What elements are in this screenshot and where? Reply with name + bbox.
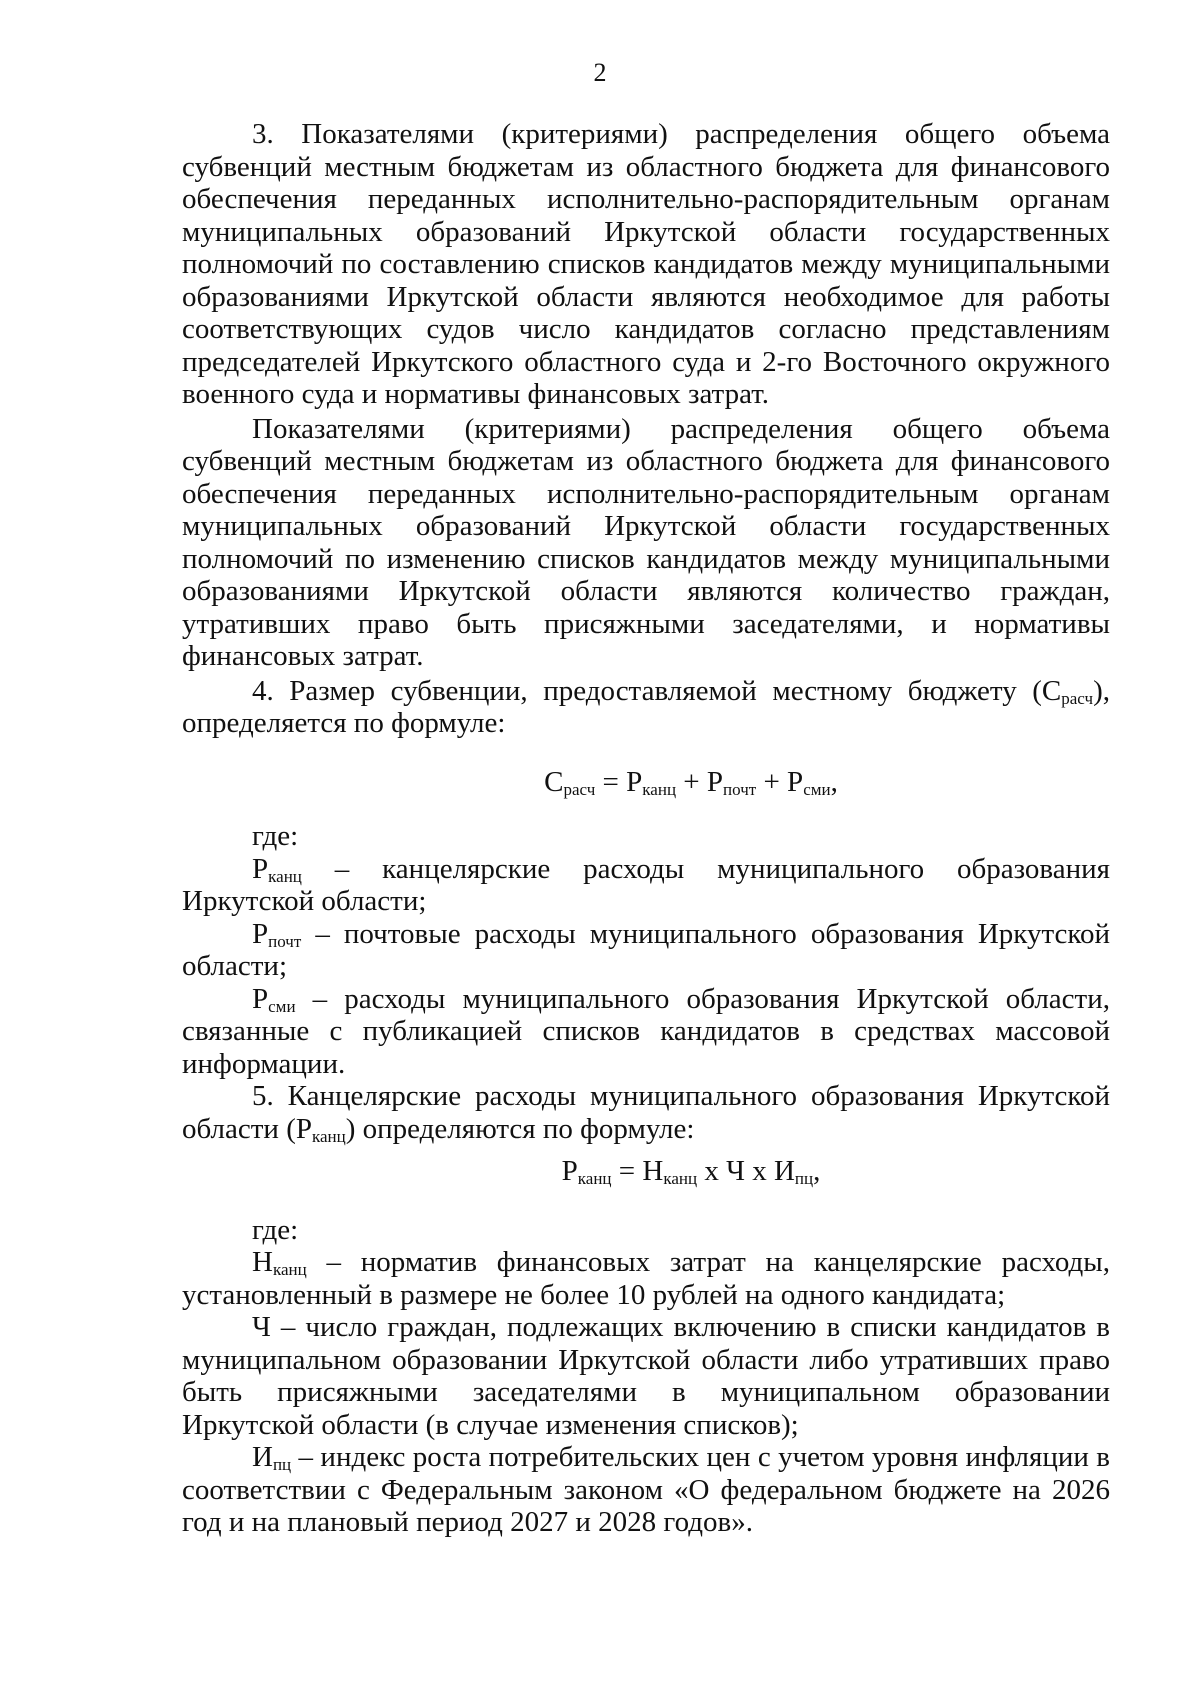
definition-subscript: канц (268, 866, 302, 886)
p4-subscript: расч (1061, 688, 1094, 708)
formula-office-expenses (182, 1155, 1110, 1188)
definition-media-expenses (182, 983, 1110, 1081)
formula-subscript: сми (803, 779, 831, 799)
definition-symbol: P (252, 982, 269, 1015)
definition-text: – норматив финансовых затрат на канцелярские расходы, установленный в размере не более 10 рублей на одного кандидата; (182, 1246, 1110, 1311)
document-body (182, 118, 1110, 1539)
formula-subscript: почт (723, 779, 757, 799)
where-label: где: (252, 820, 299, 852)
formula-symbol: C (544, 765, 564, 798)
formula-operator: = (611, 1155, 643, 1187)
where-label: где: (252, 1213, 299, 1246)
formula-symbol: P (561, 1155, 578, 1187)
formula-operator: х Ч х (697, 1155, 774, 1187)
definition-text: – расходы муниципального образования Иркутской области, связанные с публикацией списков кандидатов в средствах массовой информации. (182, 982, 1110, 1080)
definition-text: – индекс роста потребительских цен с учетом уровня инфляции в соответствии с Федеральным законом «О федеральном бюджете на 2026 год и на плановый период 2027 и 2028 годов». (182, 1441, 1110, 1538)
definition-text: – почтовые расходы муниципального образования Иркутской области; (182, 917, 1110, 982)
formula-operator: + (756, 765, 788, 798)
definition-symbol: P (252, 852, 269, 885)
definition-subscript: пц (272, 1455, 292, 1474)
formula-symbol: P (706, 765, 724, 798)
definition-price-index (182, 1441, 1110, 1539)
paragraph-3-criteria-change: Показателями (критериями) распределения общего объема субвенций местным бюджетам из областного бюджета для финансового обеспечения переданных исполнительно-распорядительным органам муниципальных образований Иркутской области государственных полномочий по изменению списков кандидатов между муниципальными образованиями Иркутской области являются количество граждан, утративших право быть присяжными заседателями, и нормативы финансовых затрат. (182, 412, 1110, 672)
formula-symbol: И (773, 1155, 795, 1187)
paragraph-3-criteria-composition: 3. Показателями (критериями) распределения общего объема субвенций местным бюджетам из областного бюджета для финансового обеспечения переданных исполнительно-распорядительным органам муниципальных образований Иркутской области государственных полномочий по составлению списков кандидатов между муниципальными образованиями Иркутской области являются необходимое для работы соответствующих судов число кандидатов согласно представлениям председателей Иркутского областного суда и 2-го Восточного окружного военного суда и нормативы финансовых затрат. (182, 118, 1110, 410)
definition-subscript: почт (268, 931, 302, 951)
formula-subscript: канц (663, 1169, 698, 1188)
p4-text-after: ), определяется по формуле: (182, 674, 1110, 739)
p4-text-before: 4. Размер субвенции, предоставляемой местному бюджету (C (252, 674, 1062, 707)
definition-symbol: P (252, 917, 269, 950)
p5-subscript: канц (311, 1126, 346, 1146)
formula-subscript: канц (642, 779, 677, 799)
formula-operator: = (595, 765, 627, 798)
formula-subscript: канц (577, 1169, 612, 1188)
definition-office-expenses (182, 853, 1110, 918)
formula-subvention (182, 766, 1110, 799)
definition-text: – канцелярские расходы муниципального образования Иркутской области; (182, 852, 1110, 917)
p5-text-after: ) определяются по формуле: (345, 1112, 695, 1145)
definition-citizens-count: Ч – число граждан, подлежащих включению в списки кандидатов в муниципальном образовании Иркутской области либо утративших право быть присяжными заседателями в муниципальном образовании Иркутской области (в случае изменения списков); (182, 1311, 1110, 1441)
definition-symbol: И (252, 1441, 273, 1473)
formula-symbol: H (642, 1155, 664, 1187)
definition-symbol: H (252, 1246, 273, 1278)
definition-subscript: сми (268, 996, 296, 1016)
paragraph-5-office-expenses (182, 1080, 1110, 1145)
formula-symbol: P (787, 765, 804, 798)
formula-subscript: пц (794, 1169, 814, 1188)
formula-operator: + (676, 765, 707, 798)
formula-punctuation: , (813, 1155, 821, 1187)
p5-text-before: 5. Канцелярские расходы муниципального образования Иркутской области (P (182, 1080, 1110, 1145)
definition-postal-expenses (182, 918, 1110, 983)
formula-symbol: P (626, 765, 643, 798)
formula-subscript: расч (563, 779, 596, 799)
page-number: 2 (593, 58, 607, 87)
formula-punctuation: , (830, 765, 838, 798)
definition-norm (182, 1246, 1110, 1311)
definition-subscript: канц (272, 1260, 307, 1279)
paragraph-4-subvention-size (182, 675, 1110, 740)
